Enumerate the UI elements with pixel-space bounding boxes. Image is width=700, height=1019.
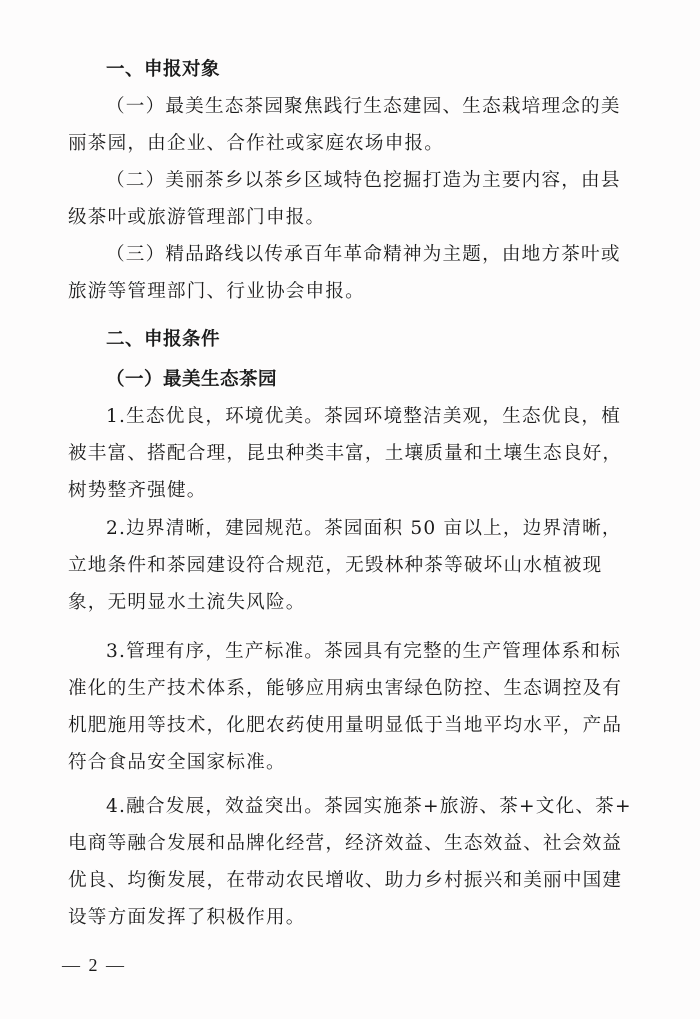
text-line: 设等方面发挥了积极作用。 <box>68 907 306 928</box>
text-line: 1.生态优良，环境优美。茶园环境整洁美观，生态优良，植 <box>106 406 621 427</box>
text-line: 旅游等管理部门、行业协会申报。 <box>68 281 365 302</box>
text-line: 被丰富、搭配合理，昆虫种类丰富，土壤质量和土壤生态良好， <box>68 443 623 464</box>
section-heading: 二、申报条件 <box>106 329 221 350</box>
text-line: 优良、均衡发展，在带动农民增收、助力乡村振兴和美丽中国建 <box>68 870 623 891</box>
text-line: 符合食品安全国家标准。 <box>68 752 286 773</box>
text-line: （二）美丽茶乡以茶乡区域特色挖掘打造为主要内容，由县 <box>106 170 621 191</box>
text-line: 丽茶园，由企业、合作社或家庭农场申报。 <box>68 133 445 154</box>
page-number: — 2 — <box>62 955 126 975</box>
text-line: 立地条件和茶园建设符合规范，无毁林种茶等破坏山水植被现 <box>68 555 603 576</box>
text-line: （一）最美生态茶园聚焦践行生态建园、生态栽培理念的美 <box>106 96 621 117</box>
subsection-heading: （一）最美生态茶园 <box>106 369 278 390</box>
text-line: 准化的生产技术体系，能够应用病虫害绿色防控、生态调控及有 <box>68 678 623 699</box>
text-line: 2.边界清晰，建园规范。茶园面积 50 亩以上，边界清晰， <box>106 518 622 539</box>
text-line: 电商等融合发展和品牌化经营，经济效益、生态效益、社会效益 <box>68 833 623 854</box>
text-line: 机肥施用等技术，化肥农药使用量明显低于当地平均水平，产品 <box>68 715 623 736</box>
text-line: 4.融合发展，效益突出。茶园实施茶+旅游、茶+文化、茶+ <box>106 796 632 817</box>
text-line: 树势整齐强健。 <box>68 480 207 501</box>
text-line: 象，无明显水土流失风险。 <box>68 592 306 613</box>
text-line: 3.管理有序，生产标准。茶园具有完整的生产管理体系和标 <box>106 641 621 662</box>
text-line: 级茶叶或旅游管理部门申报。 <box>68 207 326 228</box>
text-line: （三）精品路线以传承百年革命精神为主题，由地方茶叶或 <box>106 244 621 265</box>
section-heading: 一、申报对象 <box>106 59 221 80</box>
